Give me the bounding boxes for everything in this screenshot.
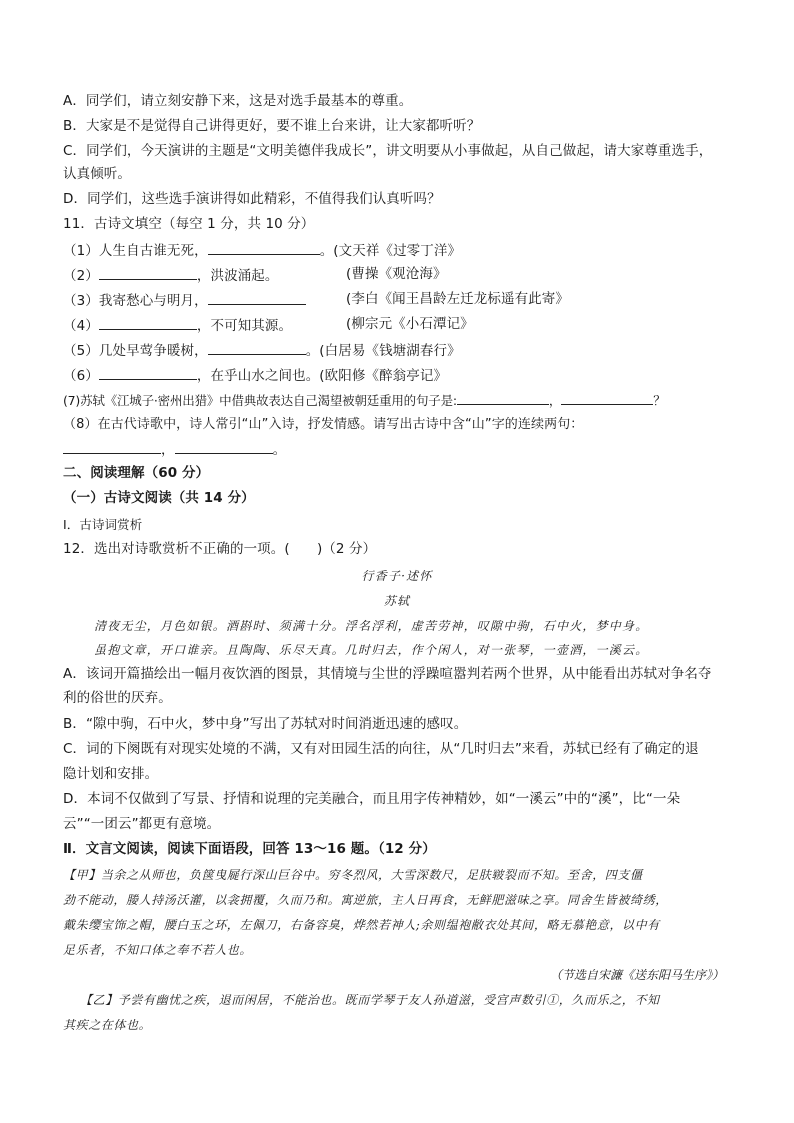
answer-blank[interactable]	[208, 291, 306, 305]
q11-item-5-text: （5）几处早莺争暖树，	[63, 343, 208, 359]
section-2-title: 二、阅读理解（60 分）	[63, 465, 210, 481]
answer-blank[interactable]	[99, 266, 197, 280]
answer-blank[interactable]	[561, 391, 653, 405]
q11-item-7-comma: ，	[548, 393, 562, 408]
q11-item-5-source: 。(白居易《钱塘湖春行》	[305, 343, 461, 359]
q11-item-4-num: （4）	[63, 318, 99, 334]
poem-line-2: 虽抱文章，开口谁亲。且陶陶、乐尽天真。几时归去，作个闲人，对一张琴，一壶酒，一溪云。	[94, 643, 649, 657]
q11-item-8: （8）在古代诗歌中，诗人常引“山”入诗，抒发情感。请写出古诗中含“山”字的连续两句：	[63, 417, 584, 432]
q11-item-4-text: ，不可知其源。	[196, 318, 293, 334]
q11-item-1-text: （1）人生自古谁无死，	[63, 243, 208, 259]
q10-option-c-cont: 认真倾听。	[63, 166, 131, 182]
q10-option-d: D．同学们，这些选手演讲得如此精彩，不值得我们认真听吗？	[63, 191, 441, 207]
poem-line-1: 清夜无尘，月色如银。酒斟时、须满十分。浮名浮利，虚苦劳神，叹隙中驹，石中火，梦中身。	[94, 619, 649, 633]
passage-jia-line-1: 【甲】当余之从师也，负箧曳屣行深山巨谷中。穷冬烈风，大雪深数尺，足肤皲裂而不知。至舍，四支僵	[63, 868, 643, 882]
q11-item-8-answer	[63, 440, 743, 459]
q11-item-3-source: (李白《闻王昌龄左迁龙标遥有此寄》	[346, 291, 569, 307]
q12-option-d-cont: 云”“一团云”都更有意境。	[63, 816, 221, 832]
q11-item-3-text: （3）我寄愁心与明月，	[63, 293, 208, 309]
q11-item-5	[63, 341, 743, 360]
part-2-title: Ⅱ．文言文阅读，阅读下面语段，回答 13～16 题。（12 分）	[63, 841, 436, 857]
q11-item-4-source: (柳宗元《小石潭记》	[346, 316, 474, 332]
section-2-sub-1: （一）古诗文阅读（共 14 分）	[63, 490, 255, 506]
answer-blank[interactable]	[208, 241, 320, 255]
passage-jia-source: （节选自宋濂《送东阳马生序》）	[549, 968, 724, 982]
q12-option-c: C．词的下阕既有对现实处境的不满，又有对田园生活的向往，从“几时归去”来看，苏轼已经有了确定的退	[63, 741, 699, 757]
answer-blank[interactable]	[457, 391, 549, 405]
q11-item-2-text: ，洪波涌起。	[196, 268, 279, 284]
passage-yi-line-1: 【乙】予尝有幽忧之疾，退而闲居，不能治也。既而学琴于友人孙道滋，受宫声数引①，久而乐之，不知	[80, 993, 660, 1007]
passage-yi-line-2: 其疾之在体也。	[63, 1018, 152, 1032]
q11-item-7-end: ？	[653, 393, 666, 408]
q11-item-4	[63, 316, 743, 335]
answer-blank[interactable]	[99, 366, 197, 380]
q11-item-6	[63, 366, 743, 385]
q11-item-6-num: （6）	[63, 368, 99, 384]
passage-jia-line-3: 戴朱缨宝饰之帽，腰白玉之环，左佩刀，右备容臭，烨然若神人;余则缊袍敝衣处其间，略无慕艳意，以中有	[63, 918, 660, 932]
answer-blank[interactable]	[175, 440, 273, 454]
q11-item-2	[63, 266, 743, 285]
q12-option-b: B．“隙中驹，石中火，梦中身”写出了苏轼对时间消逝迅速的感叹。	[63, 716, 468, 732]
part-1-title: Ⅰ．古诗词赏析	[63, 517, 143, 532]
q10-option-c: C．同学们，今天演讲的主题是“文明美德伴我成长”，讲文明要从小事做起，从自己做起，请大家尊重选手，	[63, 143, 713, 159]
q11-item-3	[63, 291, 743, 310]
q10-option-a: A．同学们，请立刻安静下来，这是对选手最基本的尊重。	[63, 93, 413, 109]
answer-blank[interactable]	[63, 440, 161, 454]
q11-item-7	[63, 391, 743, 409]
q11-item-2-source: (曹操《观沧海》	[346, 266, 447, 282]
q12-option-a-cont: 利的俗世的厌弃。	[63, 690, 172, 706]
q11-item-8-end: 。	[272, 442, 287, 458]
q11-item-7-text: (7)苏轼《江城子·密州出猎》中借典故表达自己渴望被朝廷重用的句子是:	[63, 393, 457, 408]
q11-item-8-comma: ，	[161, 442, 175, 458]
q12-option-a: A．该词开篇描绘出一幅月夜饮酒的图景，其情境与尘世的浮躁喧嚣判若两个世界，从中能看出苏轼对争名夺	[63, 666, 712, 682]
q12-option-d: D．本词不仅做到了写景、抒情和说理的完美融合，而且用字传神精妙，如“一溪云”中的“溪”，比“一朵	[63, 791, 681, 807]
answer-blank[interactable]	[208, 341, 306, 355]
passage-jia-line-4: 足乐者，不知口体之奉不若人也。	[63, 943, 253, 957]
q11-item-6-text: ，在乎山水之间也。(欧阳修《醉翁亭记》	[196, 368, 448, 384]
q11-item-1-source: 。(文天祥《过零丁洋》	[319, 243, 462, 259]
poem-author: 苏轼	[383, 594, 411, 608]
q11-heading: 11．古诗文填空（每空 1 分，共 10 分）	[63, 216, 315, 232]
answer-blank[interactable]	[99, 316, 197, 330]
q10-option-b: B．大家是不是觉得自己讲得更好，要不谁上台来讲，让大家都听听？	[63, 118, 481, 134]
q12-question: 12．选出对诗歌赏析不正确的一项。( )（2 分）	[63, 541, 377, 557]
q12-option-c-cont: 隐计划和安排。	[63, 766, 159, 782]
q11-item-1	[63, 241, 743, 260]
passage-jia-line-2: 劲不能动，媵人持汤沃灌，以衾拥覆，久而乃和。寓逆旅，主人日再食，无鲜肥滋味之享。同舍生皆被绮绣，	[63, 893, 668, 907]
poem-title: 行香子·述怀	[361, 569, 433, 583]
q11-item-2-num: （2）	[63, 268, 99, 284]
